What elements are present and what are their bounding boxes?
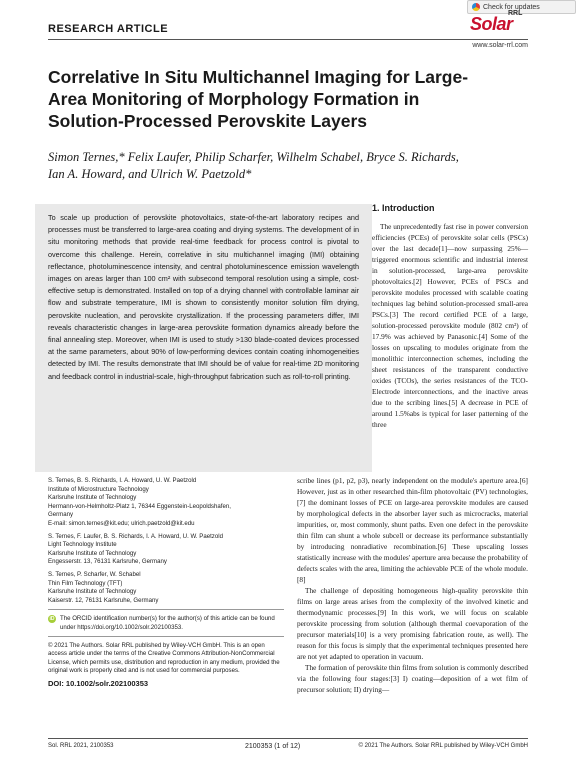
abstract-box [35, 204, 372, 472]
doi[interactable]: DOI: 10.1002/solr.202100353 [48, 678, 149, 688]
affiliation-line: Karlsruhe Institute of Technology [48, 588, 137, 596]
intro-paragraph-2: The challenge of depositing homogeneous high-quality perovskite thin films on large areas arises from the complexity of the involved kinetic and thermodynamic processes.[9] In this work, we will focus on scalable perovskite processing from solution (although thermal coevaporation of the precursor materials[10] is a very promising fabrication route, as well). The reason for this focus is simply that the experimental techniques presented here are not yet adapted to operation in vacuum. [297, 586, 528, 661]
affiliation-line: S. Ternes, F. Laufer, B. S. Richards, I. A. Howard, U. W. Paetzold [48, 532, 223, 540]
affiliations [48, 477, 284, 688]
affiliation-divider [48, 609, 284, 610]
author-list: Simon Ternes,* Felix Laufer, Philip Scharfer, Wilhelm Schabel, Bryce S. Richards, Ian A. Howard, and Ulrich W. Paetzold* [48, 150, 459, 181]
wide-column-text [297, 475, 528, 695]
license-divider [48, 636, 284, 637]
article-title: Correlative In Situ Multichannel Imaging for Large-Area Monitoring of Morphology Formation in Solution-Processed Perovskite Layers [48, 67, 469, 131]
affiliation-line: S. Ternes, B. S. Richards, I. A. Howard, U. W. Paetzold [48, 477, 197, 484]
affiliation-email[interactable]: E-mail: simon.ternes@kit.edu; ulrich.paetzold@kit.edu [48, 519, 195, 527]
orcid-note-text[interactable]: The ORCID identification number(s) for the author(s) of this article can be found under https://doi.org/10.1002/solr.202100353. [60, 615, 275, 631]
affiliation-line: Germany [48, 511, 74, 519]
intro-paragraph-1-continued: scribe lines (p1, p2, p3), nearly independent on the module's aperture area.[6] However, just as in other researched thin-film photovoltaic (PV) technologies,[7] the dominant losses of PCE on large-area perovskite modules are caused by morphological defects in the absorber layer such as microcracks, material impurities, or, most commonly, shunt paths. Even one defect in the perovskite thin film can shunt a whole subcell or decrease its performance substantially by introducing nonradiative recombination.[6] These upscaling losses statistically increase with the modules' aperture area because the probability of defects scales with the area, limiting the achievable PCE of the whole module.[8] [297, 476, 528, 584]
right-column-text [372, 221, 528, 430]
intro-paragraph-1: The unprecedentedly fast rise in power conversion efficiencies (PCEs) of perovskite solar cells (PSCs) over the last decade[1]—now surpassing 25%—triggered enormous scientific and industrial interest in solution-processed, large-area perovskite photovoltaics.[2] However, PCEs of PSCs and perovskite modules processed with scalable coating techniques lag behind solution-processed small-area PSCs.[3] The record certified PCE of a large, solution-processed perovskite module (802 cm²) of 17.9% was achieved by Panasonic.[4] Some of the losses on upscaling to modules originate from the monolithic interconnection schemes, including the sheet resistances of the transparent conductive oxides (TCOs), the series resistances of the TCO-Electrode interconnections, and the inactive areas due to the scribing lines.[5] A decrease in PCE of around 1.5%abs is typical for laser patterning of the three [372, 222, 528, 429]
check-for-updates-label: Check for updates [483, 3, 540, 11]
affiliation-line: S. Ternes, P. Scharfer, W. Schabel [48, 570, 141, 578]
affiliation-line: Institute of Microstructure Technology [48, 485, 149, 493]
section-label: RESEARCH ARTICLE [48, 23, 169, 35]
affiliation-block-2 [48, 533, 284, 567]
affiliation-line: Thin Film Technology (TFT) [48, 579, 123, 587]
header-divider [48, 39, 528, 40]
footer-copyright: © 2021 The Authors. Solar RRL published by Wiley-VCH GmbH [358, 743, 528, 749]
affiliation-line: Kaiserstr. 12, 76131 Karlsruhe, Germany [48, 596, 159, 604]
section-heading-introduction: 1. Introduction [372, 203, 435, 213]
footer-citation: Sol. RRL 2021, 2100353 [48, 743, 114, 749]
abstract-text: To scale up production of perovskite photovoltaics, state-of-the-art laboratory recipes and processes must be transferred to large-area coating and drying systems. The development of in situ monitoring methods that provide real-time feedback for process control is pivotal to overcome this challenge. Herein, correlative in situ multichannel imaging (IMI) obtaining reflectance, photoluminescence intensity, and central photoluminescence emission wavelength images on areas larger than 100 cm² with subsecond temporal resolution using a simple, cost-effective setup is demonstrated. Installed on top of a drying channel with controllable laminar air flow and substrate temperature, IMI is shown to consistently monitor solution film drying, perovskite nucleation, and perovskite crystallization. If the processing parameters differ, IMI reveals characteristic changes in large-area perovskite formation dynamics already before the final annealing step. Moreover, when IMI is used to study >130 blade-coated devices processed at the same parameters, about 90% of low-performing devices contain coating inhomogeneities detected by IMI. The results demonstrate that IMI should be of value for real-time 2D monitoring and feedback control in industrial-scale, high-throughput fabrication such as roll-to-roll printing. [48, 213, 359, 381]
affiliation-line: Engesserstr. 13, 76131 Karlsruhe, Germany [48, 558, 167, 566]
journal-logo-main: Solar [470, 14, 513, 34]
orcid-note [48, 615, 284, 632]
affiliation-line: Hermann-von-Helmholtz-Platz 1, 76344 Eggenstein-Leopoldshafen, [48, 502, 231, 510]
affiliation-block-1 [48, 477, 284, 529]
affiliation-line: Light Technology Institute [48, 541, 117, 549]
footer-page-number: 2100353 (1 of 12) [245, 743, 301, 750]
affiliation-line: Karlsruhe Institute of Technology [48, 494, 137, 502]
orcid-icon: iD [49, 616, 55, 623]
journal-logo [470, 10, 530, 38]
intro-paragraph-3: The formation of perovskite thin films from solution is commonly described via the following four stages:[3] I) coating—deposition of a wet film of precursor solution; II) drying— [297, 663, 528, 694]
affiliation-block-3 [48, 571, 284, 605]
footer-divider [48, 738, 528, 739]
license-text: © 2021 The Authors. Solar RRL published by Wiley-VCH GmbH. This is an open access article under the terms of the Creative Commons Attribution-NonCommercial License, which permits use, distribution and reproduction in any medium, provided the original work is properly cited and is not used for commercial purposes. [48, 641, 280, 675]
journal-url[interactable]: www.solar-rrl.com [472, 42, 528, 49]
affiliation-line: Karlsruhe Institute of Technology [48, 549, 137, 557]
journal-logo-sub: RRL [508, 10, 523, 17]
